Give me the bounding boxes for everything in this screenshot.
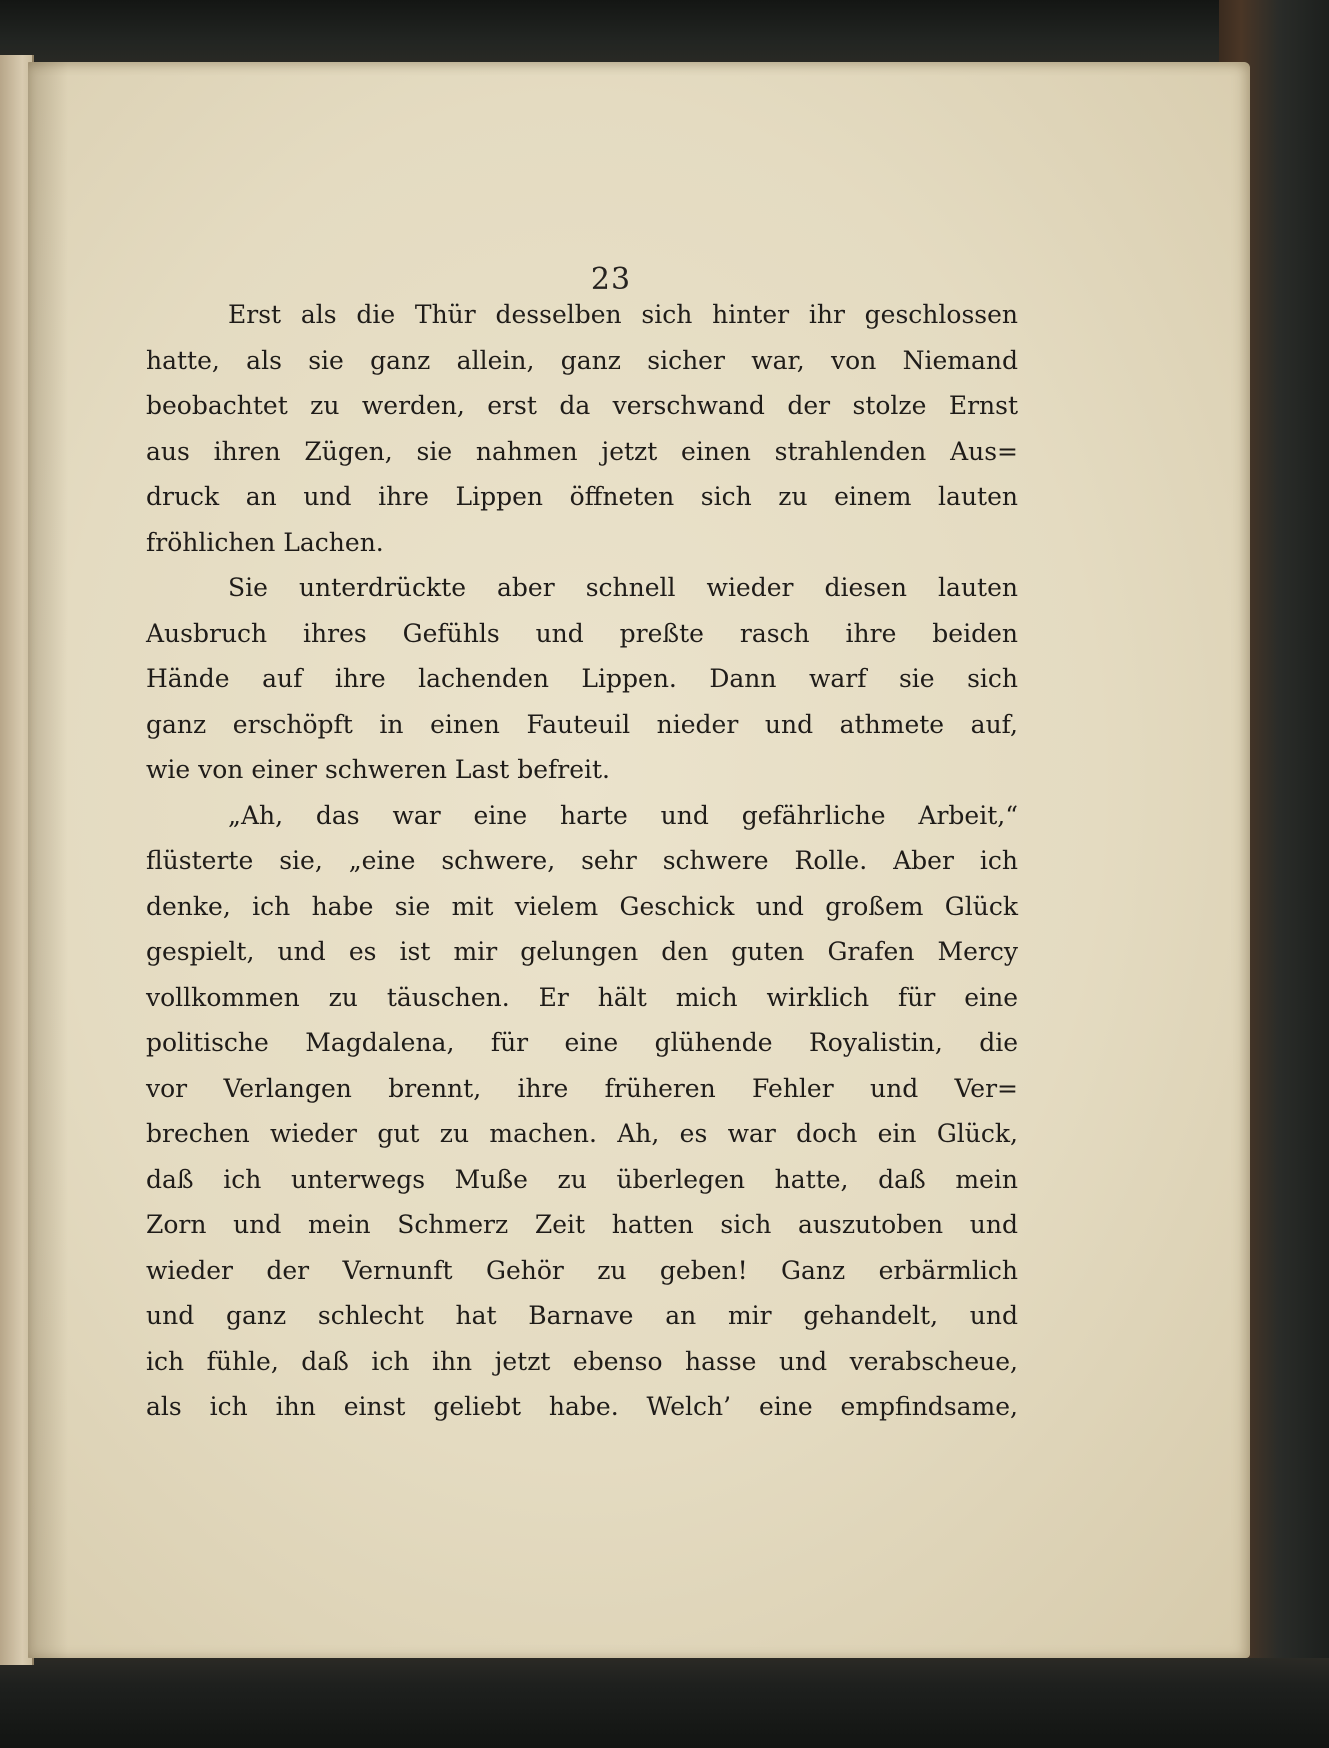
text-line: „Ah, das war eine harte und gefährliche Arbeit,“ — [228, 800, 1018, 830]
text-line: gespielt, und es ist mir gelungen den guten Grafen Mercy — [146, 937, 1018, 966]
text-line: Sie unterdrückte aber schnell wieder diesen lauten — [228, 573, 1018, 602]
book-cover-top — [0, 0, 1329, 70]
text-line: vor Verlangen brennt, ihre früheren Fehler und Ver= — [146, 1073, 1018, 1103]
text-line: aus ihren Zügen, sie nahmen jetzt einen strahlenden Aus= — [146, 436, 1018, 466]
text-line: daß ich unterwegs Muße zu überlegen hatte, daß mein — [146, 1164, 1018, 1194]
body-text — [146, 292, 1018, 1430]
text-line: wieder der Vernunft Gehör zu geben! Ganz erbärmlich — [146, 1255, 1018, 1285]
text-line: flüsterte sie, „eine schwere, sehr schwere Rolle. Aber ich — [146, 846, 1018, 875]
text-line: wie von einer schweren Last befreit. — [146, 755, 610, 784]
text-line: brechen wieder gut zu machen. Ah, es war doch ein Glück, — [146, 1119, 1018, 1148]
text-line: Ausbruch ihres Gefühls und preßte rasch ihre beiden — [146, 618, 1018, 648]
page-number: 23 — [590, 262, 632, 297]
text-line: politische Magdalena, für eine glühende Royalistin, die — [146, 1028, 1018, 1057]
text-line: Zorn und mein Schmerz Zeit hatten sich auszutoben und — [146, 1210, 1018, 1239]
text-line: ich fühle, daß ich ihn jetzt ebenso hasse und verabscheue, — [146, 1346, 1018, 1376]
text-line: ganz erschöpft in einen Fauteuil nieder und athmete auf, — [146, 709, 1018, 739]
text-line: als ich ihn einst geliebt habe. Welch’ eine empfindsame, — [146, 1392, 1018, 1421]
text-line: Hände auf ihre lachenden Lippen. Dann warf sie sich — [146, 664, 1018, 693]
text-line: vollkommen zu täuschen. Er hält mich wirklich für eine — [146, 982, 1018, 1012]
text-line: fröhlichen Lachen. — [146, 527, 384, 557]
text-line: druck an und ihre Lippen öffneten sich zu einem lauten — [146, 482, 1018, 511]
text-line: hatte, als sie ganz allein, ganz sicher war, von Niemand — [146, 345, 1018, 375]
text-line: denke, ich habe sie mit vielem Geschick und großem Glück — [146, 891, 1018, 921]
book-cover-bottom — [0, 1658, 1329, 1748]
text-line: Erst als die Thür desselben sich hinter ihr geschlossen — [228, 300, 1018, 329]
text-line: und ganz schlecht hat Barnave an mir gehandelt, und — [146, 1301, 1018, 1330]
text-line: beobachtet zu werden, erst da verschwand der stolze Ernst — [146, 391, 1018, 420]
